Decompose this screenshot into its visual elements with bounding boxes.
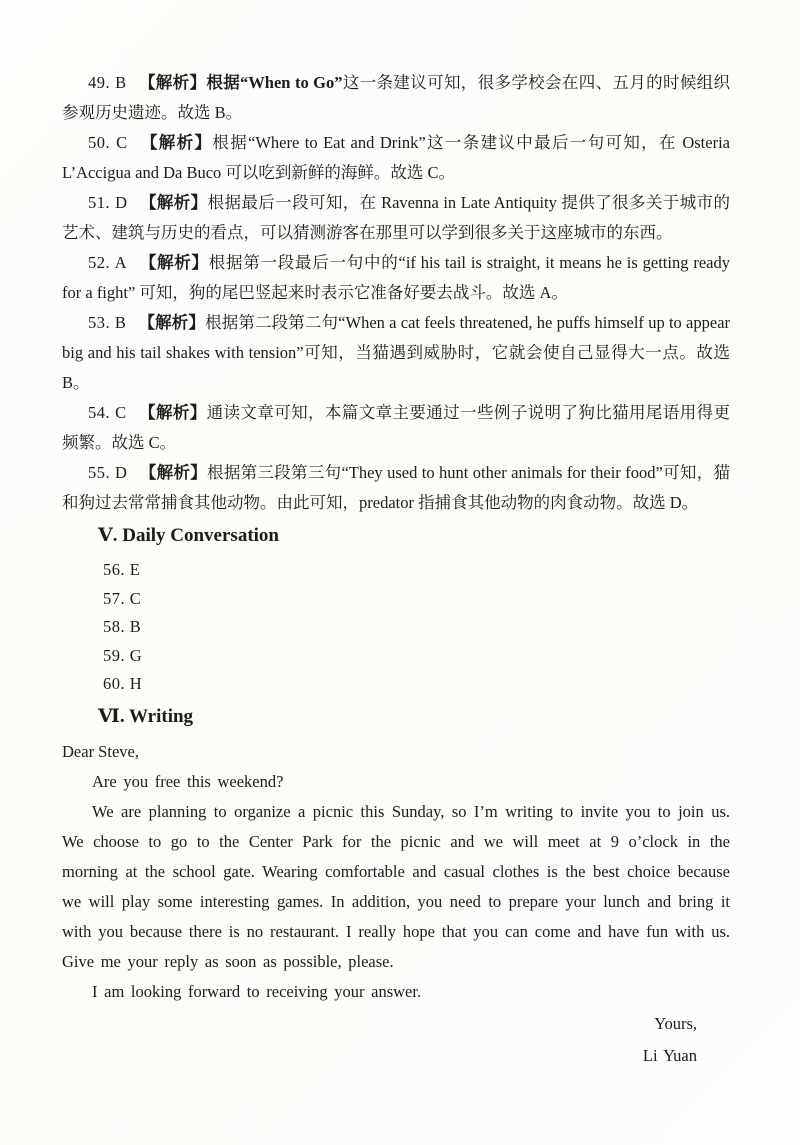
analysis-text: 根据第三段第三句“They used to hunt other animals for their food”可知，猫和狗过去常常捕食其他动物。由此可知，predator 指捕食其他动物的肉食动物。故选 D。 — [62, 463, 731, 512]
analysis-bold-lead: 根据“When to Go” — [206, 73, 343, 92]
question-number-answer: 50. C — [88, 133, 128, 152]
explanation-item-51 — [62, 188, 730, 248]
letter-closing: Yours, — [654, 1013, 697, 1033]
explanation-item-49 — [62, 68, 730, 128]
section-heading-writing: Ⅵ. Writing — [98, 705, 194, 727]
letter-salutation: Dear Steve, — [62, 741, 139, 761]
analysis-label: 【解析】 — [138, 403, 207, 422]
analysis-text: 根据“Where to Eat and Drink”这一条建议中最后一句可知，在 Osteria L’Accigua and Da Buco 可以吃到新鲜的海鲜。故选 C。 — [62, 133, 730, 182]
question-number-answer: 52. A — [88, 253, 128, 272]
question-number-answer: 54. C — [88, 403, 127, 422]
analysis-text: 根据第一段最后一句中的“if his tail is straight, it means he is getting ready for a fight” 可知，狗的尾巴竖起来时表示它准备好要去战斗。故选 A。 — [62, 253, 730, 302]
analysis-text: 通读文章可知，本篇文章主要通过一些例子说明了狗比猫用尾语用得更频繁。故选 C。 — [62, 403, 731, 452]
answer-item-59: 59. G — [103, 645, 143, 665]
sample-letter — [62, 737, 730, 1071]
analysis-text: 根据第二段第二句“When a cat feels threatened, he puffs himself up to appear big and his tail shakes with tension”可知，当猫遇到威胁时，它就会使自己显得大一点。故选 B。 — [62, 313, 731, 392]
explanation-item-53 — [62, 308, 730, 398]
letter-signature: Li Yuan — [642, 1045, 697, 1065]
analysis-label: 【解析】 — [139, 253, 209, 272]
answer-item-58: 58. B — [103, 617, 142, 636]
letter-paragraph: I am looking forward to receiving your answer. — [92, 981, 422, 1001]
question-number-answer: 51. D — [88, 193, 128, 212]
explanation-item-55 — [62, 458, 730, 518]
letter-paragraph: Are you free this weekend? — [92, 771, 284, 791]
analysis-label: 【解析】 — [138, 73, 207, 92]
analysis-label: 【解析】 — [138, 313, 206, 332]
answer-explanations-section — [62, 68, 730, 518]
question-number-answer: 55. D — [88, 463, 128, 482]
explanation-item-50 — [62, 128, 730, 188]
analysis-text: 这一条建议可知，很多学校会在四、五月的时候组织参观历史遗迹。故选 B。 — [62, 73, 731, 122]
question-number-answer: 49. B — [88, 73, 127, 92]
answer-item-57: 57. C — [103, 588, 142, 608]
analysis-label: 【解析】 — [139, 133, 213, 152]
answer-item-60: 60. H — [103, 674, 143, 693]
answer-item-56: 56. E — [103, 560, 141, 579]
section-heading-daily-conversation: Ⅴ. Daily Conversation — [98, 525, 279, 546]
explanation-item-52 — [62, 248, 730, 308]
analysis-label: 【解析】 — [139, 193, 208, 212]
explanation-item-54 — [62, 398, 730, 458]
letter-paragraph: We are planning to organize a picnic this Sunday, so I’m writing to invite you to join us. We choose to go to the Center Park for the picnic and we will meet at 9 o’clock in the morning at the school gate. Wearing comfortable and casual clothes is the best choice because we will play some interesting games. In addition, you need to prepare your lunch and bring it with you because there is no restaurant. I really hope that you can come and have fun with us. Give me your reply as soon as possible, please. — [62, 801, 730, 971]
analysis-text: 根据最后一段可知，在 Ravenna in Late Antiquity 提供了很多关于城市的艺术、建筑与历史的看点，可以猜测游客在那里可以学到很多关于这座城市的东西。 — [62, 193, 731, 242]
daily-conversation-section — [62, 523, 730, 699]
writing-section — [62, 704, 730, 1071]
question-number-answer: 53. B — [88, 313, 127, 332]
analysis-label: 【解析】 — [139, 463, 208, 482]
